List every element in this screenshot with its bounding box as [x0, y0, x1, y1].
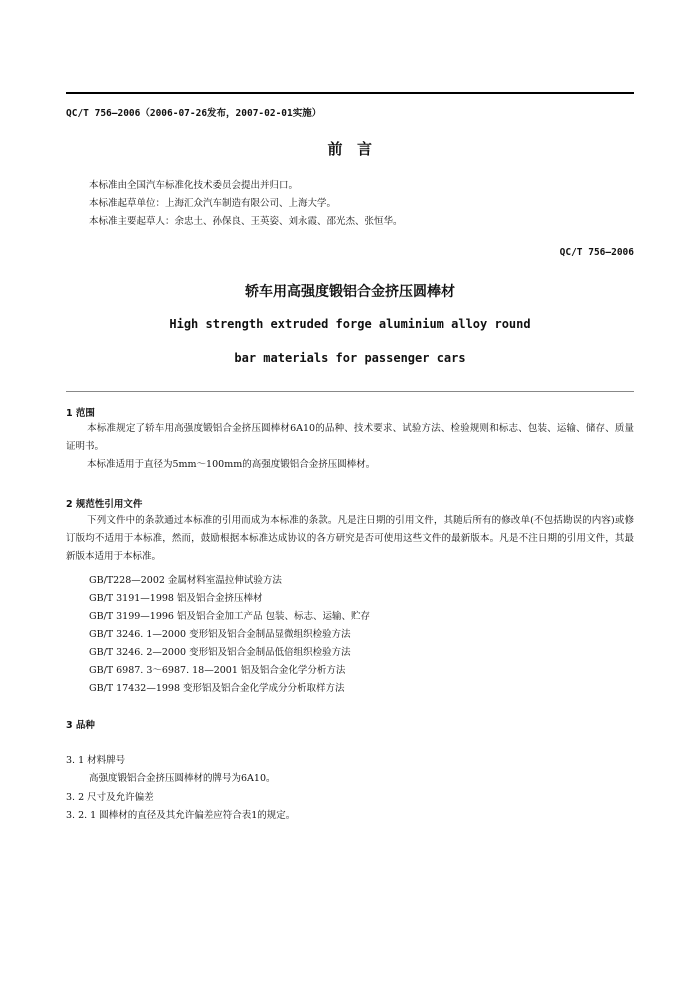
preface-title-part1: 前 [327, 140, 343, 158]
scope-paragraph-2: 本标准适用于直径为5mm～100mm的高强度锻铝合金挤压圆棒材。 [87, 459, 376, 470]
subsection-heading: 3. 2 尺寸及允许偏差 [66, 792, 154, 803]
reference-item: GB/T 3246. 2—2000 变形铝及铝合金制品低倍组织检验方法 [89, 647, 351, 658]
section-heading-varieties: 3 品种 [66, 720, 95, 731]
document-title-cn: 轿车用高强度锻铝合金挤压圆棒材 [245, 284, 455, 300]
standard-dates-line: QC/T 756—2006（2006-07-26发布，2007-02-01实施） [66, 108, 322, 119]
document-title-en-line1: High strength extruded forge aluminium alloy round [169, 317, 531, 331]
standard-code: QC/T 756—2006 [559, 247, 634, 258]
preface-title-part2: 言 [357, 140, 373, 158]
title-divider [66, 391, 634, 392]
reference-item: GB/T 3199—1996 铝及铝合金加工产品 包装、标志、运输、贮存 [89, 611, 371, 622]
preface-line: 本标准主要起草人：余忠土、孙保良、王英姿、刘永霞、邵光杰、张恒华。 [89, 216, 403, 227]
reference-item: GB/T 3191—1998 铝及铝合金挤压棒材 [89, 593, 263, 604]
section-heading-scope: 1 范围 [66, 408, 95, 419]
reference-item: GB/T 17432—1998 变形铝及铝合金化学成分分析取样方法 [89, 683, 345, 694]
header-rule [66, 92, 634, 94]
subsection-clause: 3. 2. 1 圆棒材的直径及其允许偏差应符合表1的规定。 [66, 810, 296, 821]
reference-item: GB/T228—2002 金属材料室温拉伸试验方法 [89, 575, 282, 586]
reference-item: GB/T 6987. 3～6987. 18—2001 铝及铝合金化学分析方法 [89, 665, 346, 676]
references-paragraph: 下列文件中的条款通过本标准的引用而成为本标准的条款。凡是注日期的引用文件，其随后所有的修改单(不包括勘误的内容)或修订版均不适用于本标准，然而，鼓励根据本标准达成协议的各方研究是否可使用这些文件的最新版本。凡是不注日期的引用文件，其最新版本适用于本标准。 [66, 515, 634, 562]
reference-item: GB/T 3246. 1—2000 变形铝及铝合金制品显微组织检验方法 [89, 629, 351, 640]
section-heading-references: 2 规范性引用文件 [66, 499, 143, 510]
scope-paragraph-1: 本标准规定了轿车用高强度锻铝合金挤压圆棒材6A10的品种、技术要求、试验方法、检验规则和标志、包装、运输、储存、质量证明书。 [66, 423, 634, 452]
document-title-en-line2: bar materials for passenger cars [234, 351, 466, 365]
preface-line: 本标准由全国汽车标准化技术委员会提出并归口。 [89, 180, 299, 191]
preface-title [0, 138, 700, 159]
subsection-heading: 3. 1 材料牌号 [66, 755, 126, 766]
preface-line: 本标准起草单位：上海汇众汽车制造有限公司、上海大学。 [89, 198, 337, 209]
subsection-text: 高强度锻铝合金挤压圆棒材的牌号为6A10。 [89, 773, 276, 784]
